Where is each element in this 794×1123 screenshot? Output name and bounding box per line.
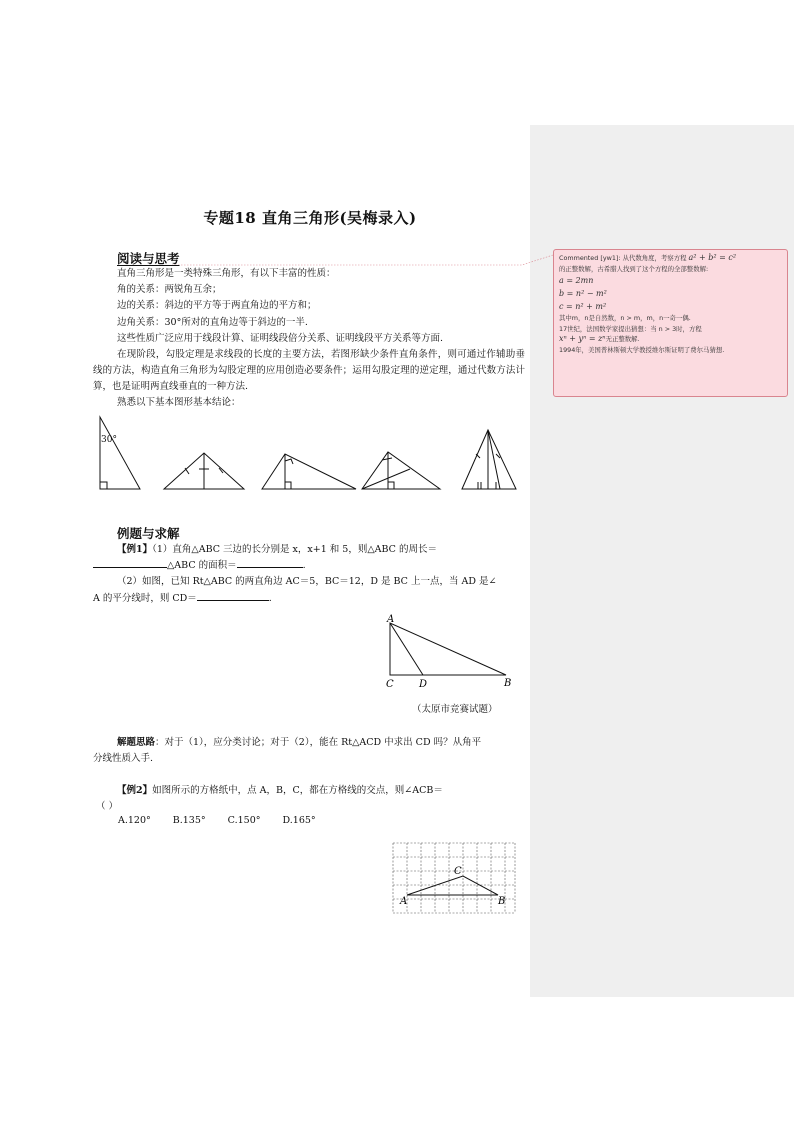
- answer-options: [118, 815, 338, 826]
- point-c-label: C: [386, 679, 394, 690]
- reading-line: 直角三角形是一类特殊三角形，有以下丰富的性质：: [117, 268, 336, 279]
- example-1-prefix: 【例1】: [117, 544, 153, 555]
- hint-text: ：对于（1），应分类讨论；对于（2），能在 Rt△ACD 中求出 CD 吗？从角平: [155, 737, 482, 748]
- comment-eq-3: b = n² − m²: [559, 289, 607, 299]
- example-1-part-2b-text: A 的平分线时，则 CD＝: [93, 593, 197, 604]
- example-1-text: （1）直角△ABC 三边的长分别是 x，x+1 和 5，则△ABC 的周长＝: [152, 544, 437, 555]
- comment-text-5: 无正整数解.: [605, 335, 640, 344]
- reading-line: 边的关系：斜边的平方等于两直角边的平方和；: [117, 300, 317, 312]
- example-1-line-2: △ABC 的面积＝ .: [93, 557, 306, 571]
- basic-figures: [92, 412, 532, 497]
- area-answer-blank[interactable]: [237, 558, 303, 568]
- comment-eq-2: a = 2mn: [559, 276, 594, 286]
- reading-paragraph-2: 熟悉以下基本图形基本结论：: [117, 397, 241, 408]
- example-1-line-1: [117, 541, 437, 555]
- example-1-area-text: △ABC 的面积＝: [167, 560, 237, 571]
- comment-line-5: [559, 334, 782, 345]
- point-b-label: B: [504, 678, 512, 689]
- perimeter-answer-blank[interactable]: [93, 558, 167, 568]
- option-c[interactable]: C.150°: [227, 815, 261, 826]
- point-a-label: A: [387, 614, 395, 625]
- point-d-label: D: [419, 679, 428, 690]
- comment-text-2: 的正整数解，古希腊人找到了这个方程的全部整数解:: [559, 264, 709, 273]
- reading-lines: [117, 266, 527, 347]
- comment-balloon[interactable]: [553, 249, 788, 397]
- example-1-part-2b: A 的平分线时，则 CD＝ .: [93, 593, 272, 604]
- example-2-prefix: 【例2】: [117, 785, 153, 796]
- grid-point-c-label: C: [454, 866, 462, 877]
- angle-30-label: 30°: [101, 435, 117, 445]
- option-d[interactable]: D.165°: [282, 815, 316, 826]
- comment-eq-4: c = n² + m²: [559, 302, 607, 312]
- answer-parentheses[interactable]: （ ）: [96, 801, 119, 812]
- comment-connector: [172, 254, 554, 266]
- example-2-line: [117, 782, 443, 796]
- section-heading-reading: 阅读与思考: [117, 251, 180, 266]
- example-1-part-2: （2）如图，已知 Rt△ABC 的两直角边 AC＝5，BC＝12，D 是 BC 上一点，当 AD 是∠: [117, 576, 497, 587]
- comment-text-3: 其中m，n是自然数，n > m，m，n一奇一偶.: [559, 314, 691, 323]
- example-2-grid-figure: [388, 840, 520, 918]
- comment-eq-5: xⁿ + yⁿ = zⁿ: [559, 334, 606, 344]
- hint-label: 解题思路: [117, 737, 156, 748]
- comment-author: Commented [yw1]:: [559, 254, 621, 262]
- comment-text-4: 17世纪，法国数学家提出猜想：当 n > 3时，方程: [559, 324, 702, 333]
- comment-text-1: 从代数角度，考察方程: [620, 254, 687, 262]
- reading-line: 这些性质广泛应用于线段计算、证明线段倍分关系、证明线段平方关系等方面.: [117, 332, 444, 344]
- reading-line: 角的关系：两锐角互余；: [117, 284, 222, 296]
- comment-eq-1: a² + b² = c²: [688, 253, 737, 262]
- example-1-figure: [380, 612, 515, 692]
- grid-point-b-label: B: [498, 896, 506, 907]
- reading-paragraph: 在现阶段，勾股定理是求线段的长度的主要方法，若图形缺少条件直角条件，则可通过作辅助垂线的方法，构造直角三角形为勾股定理的应用创造必要条件；运用勾股定理的逆定理，通过代数方法计算，也是证明两直线垂直的一种方法.: [93, 349, 525, 393]
- comment-text-6: 1994年，美国普林斯顿大学教授维尔斯证明了费尔马猜想.: [559, 345, 725, 354]
- comment-line-1: [559, 253, 782, 264]
- grid-point-a-label: A: [400, 896, 408, 907]
- option-a[interactable]: A.120°: [118, 815, 151, 826]
- page-title: 专题18 直角三角形(吴梅录入): [203, 209, 417, 227]
- figure-source: （太原市竞赛试题）: [412, 704, 498, 715]
- option-b[interactable]: B.135°: [172, 815, 206, 826]
- reading-line: 边角关系：30°所对的直角边等于斜边的一半.: [117, 316, 308, 328]
- hint-line-1: [117, 734, 481, 748]
- cd-answer-blank[interactable]: [197, 591, 269, 601]
- example-2-text: 如图所示的方格纸中，点 A，B，C，都在方格线的交点，则∠ACB＝: [152, 785, 443, 796]
- section-heading-examples: 例题与求解: [117, 526, 180, 541]
- hint-line-2: 分线性质入手.: [93, 753, 154, 764]
